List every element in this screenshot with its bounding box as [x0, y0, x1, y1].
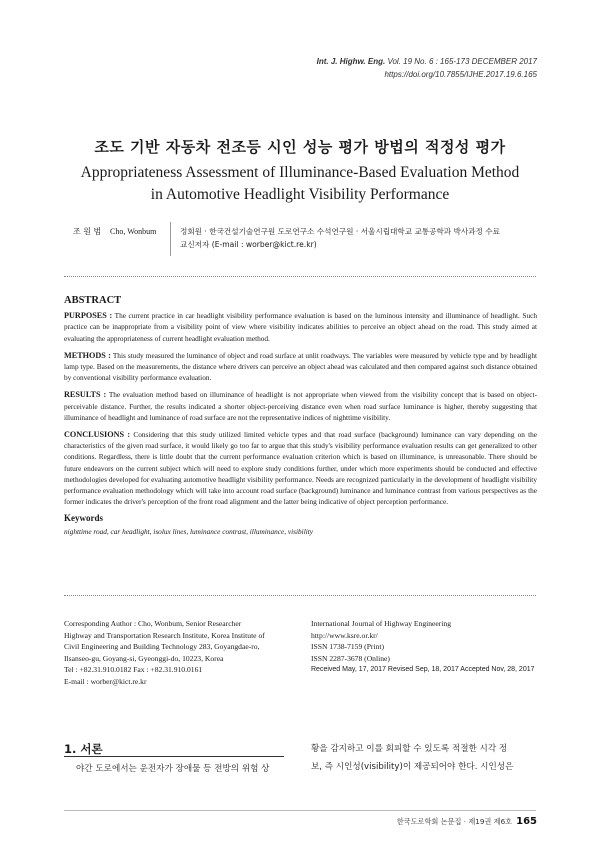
journal-received-dates: Received May, 17, 2017 Revised Sep, 18, 2017 Accepted Nov, 28, 2017	[311, 666, 535, 674]
dotted-divider-bottom	[64, 595, 536, 596]
korean-title: 조도 기반 자동차 전조등 시인 성능 평가 방법의 적정성 평가	[94, 138, 506, 156]
corr-line: Corresponding Author : Cho, Wonbum, Senior Researcher	[64, 619, 242, 628]
page-footer	[397, 816, 537, 827]
page-number: 165	[516, 816, 537, 827]
journal-header	[317, 56, 537, 68]
purposes-label: PURPOSES :	[64, 311, 113, 321]
results-label: RESULTS :	[64, 390, 107, 400]
methods-text: This study measured the luminance of object and road surface at unlit roadways. The variables were measured by vehicle type and by headlight lamp type. Based on the measurements, the distance where drivers can perceive an object ahead was calculated and then compared against such distance obtained by conventional visibility performance evaluation.	[64, 350, 537, 383]
author-affiliation: 정회원 · 한국건설기술연구원 도로연구소 수석연구원 · 서울시립대학교 교통공학과 박사과정 수료	[180, 227, 500, 236]
conclusions-label: CONCLUSIONS :	[64, 430, 131, 440]
journal-url[interactable]: http://www.ksre.or.kr/	[311, 630, 378, 640]
section-1-right-line-1: 황을 감지하고 이를 회피할 수 있도록 적절한 시각 정	[311, 744, 508, 754]
results-text: The evaluation method based on illuminance of headlight is not appropriate when viewed from the visibility concept that is based on object-perceivable distance. Further, the results indicated a shorter object-perceiving distance even when road surface luminance is higher, thereby suggesting that illuminance of headlight and luminance of road surface are not the representative indices of nighttime visibility.	[64, 390, 538, 422]
section-title-rule	[64, 756, 284, 757]
keywords-list: nighttime road, car headlight, isolux lines, luminance contrast, illuminance, visibility	[64, 526, 314, 536]
keywords-heading: Keywords	[64, 513, 103, 524]
abstract-results	[64, 389, 537, 423]
doi-link[interactable]: https://doi.org/10.7855/IJHE.2017.19.6.165	[384, 70, 537, 79]
journal-info-line: ISSN 2287-3678 (Online)	[311, 653, 390, 663]
corr-line: Civil Engineering and Building Technology 283, Goyangdae-ro,	[64, 642, 260, 652]
english-title-line-1: Appropriateness Assessment of Illuminance-Based Evaluation Method	[80, 164, 520, 181]
abstract-heading: ABSTRACT	[64, 295, 122, 306]
corresponding-author-info	[64, 618, 304, 688]
dotted-divider-top	[64, 276, 536, 277]
author-divider	[170, 222, 171, 256]
section-1-left-text: 야간 도로에서는 운전자가 장애물 등 전방의 위험 상	[76, 764, 270, 774]
journal-info-line: International Journal of Highway Engineering	[311, 619, 452, 628]
corr-email[interactable]: E-mail : worber@kict.re.kr	[64, 676, 147, 686]
abstract-purposes	[64, 310, 537, 344]
abstract-methods	[64, 350, 537, 384]
abstract	[64, 295, 537, 537]
methods-label: METHODS :	[64, 350, 111, 360]
author-name-en: Cho, Wonbum	[110, 227, 157, 236]
section-1-title: 1. 서론	[64, 742, 103, 756]
author-name-ko: 조 원 범	[73, 227, 102, 236]
journal-info	[311, 618, 541, 676]
author-corresponding-email: 교신저자 (E-mail : worber@kict.re.kr)	[180, 240, 317, 249]
journal-citation: Vol. 19 No. 6 : 165-173 DECEMBER 2017	[387, 57, 537, 66]
corr-line: Ilsanseo-gu, Goyang-si, Gyeonggi-do, 10223, Korea	[64, 653, 224, 663]
corr-line: Tel : +82.31.910.0182 Fax : +82.31.910.0161	[64, 665, 203, 675]
conclusions-text: Considering that this study utilized limited vehicle types and that road surface (background) luminance can vary depending on the characteristics of the given road surface, it would likely go too far to argue that this study's visibility performance evaluation results can get generalized to other conditions. Regardless, there is little doubt that the current performance evaluation criterion which is based on illuminance, is unreasonable. There should be future endeavors on the current subject which will need to explore study conditions further, under which more experiments should be conducted and effective methodologies developed for evaluating automotive headlight visibility performance. Needs are recognized particularly in the development of headlight visibility performance evaluation methodology which will take into account road surface (background) luminance and luminance contrast from various perspectives as the former indicates the driver's perception of the front road alignment and the latter being indicative of object perception performance.	[64, 430, 537, 507]
section-1-right-line-2: 보, 즉 시인성(visibility)이 제공되어야 한다. 시인성은	[311, 762, 514, 772]
abstract-conclusions	[64, 429, 537, 507]
purposes-text: The current practice in car headlight visibility performance evaluation is based on the luminous intensity and illuminance of headlight. Such practice can be inappropriate from a visibility point of view where visibility indicates abilities to perceive an object ahead on the road. This study aimed at evaluating the appropriateness of current headlight evaluation method.	[64, 311, 537, 343]
footer-journal: 한국도로학회 논문집 · 제19권 제6호	[396, 817, 513, 826]
journal-info-line: ISSN 1738-7159 (Print)	[311, 642, 384, 652]
journal-name: Int. J. Highw. Eng.	[316, 57, 386, 66]
corr-line: Highway and Transportation Research Institute, Korea Institute of	[64, 630, 265, 640]
english-title-line-2: in Automotive Headlight Visibility Performance	[150, 186, 450, 203]
footer-rule	[64, 810, 536, 811]
